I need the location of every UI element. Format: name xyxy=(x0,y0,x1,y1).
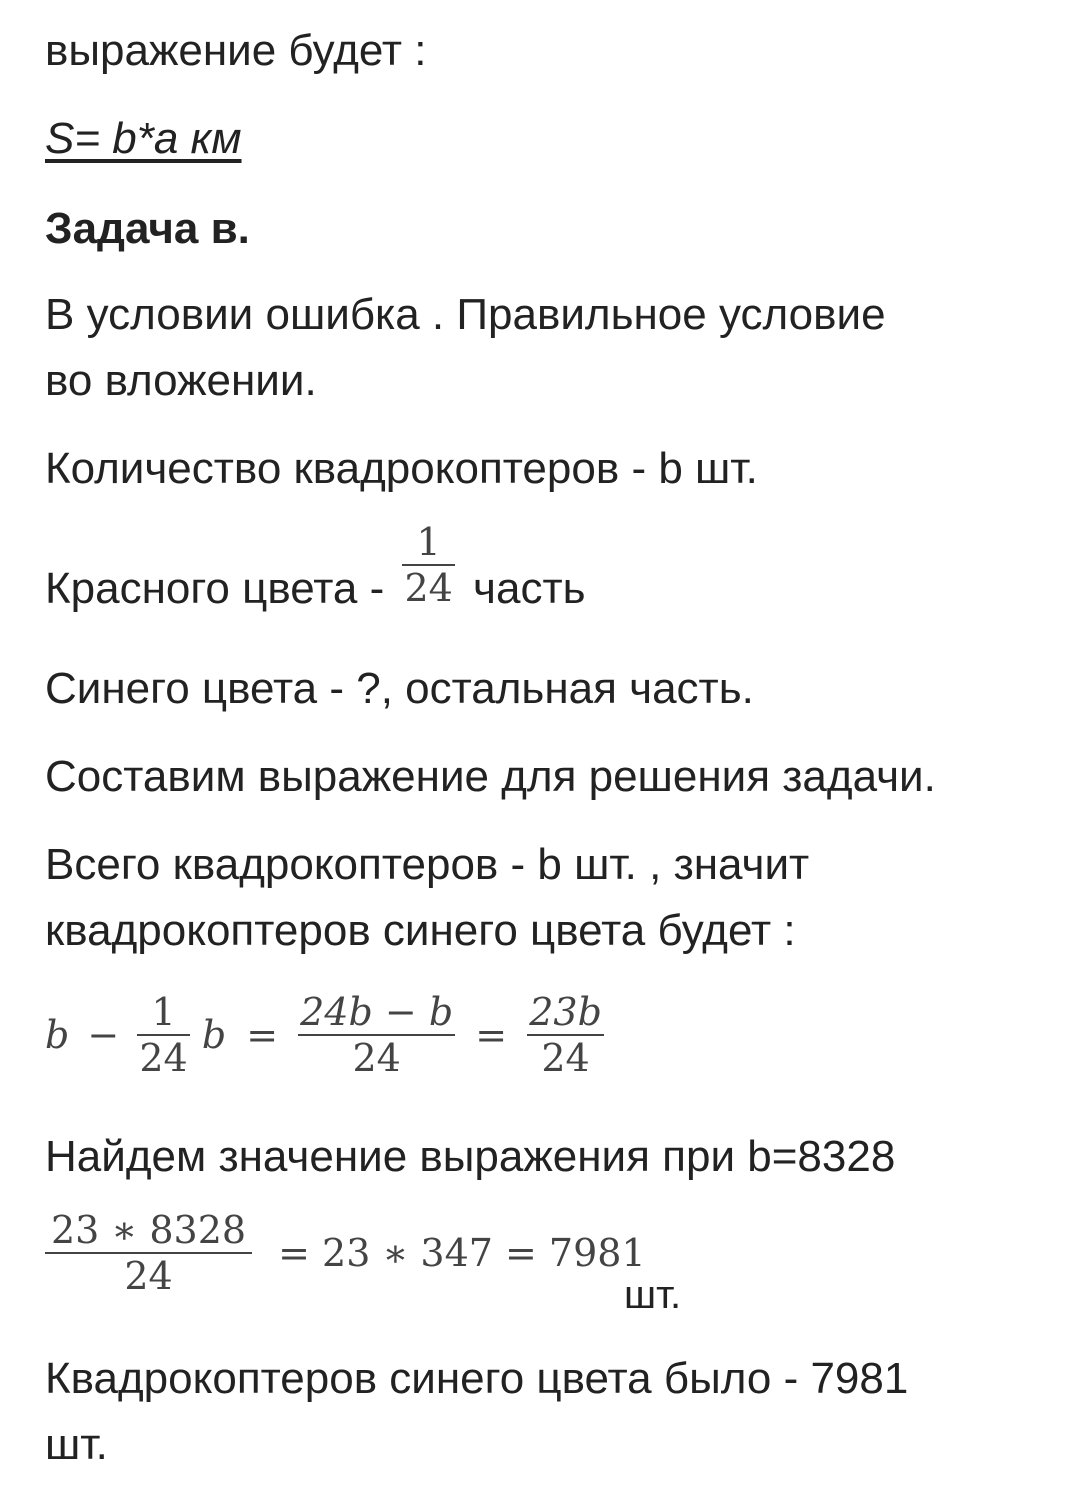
text-line: Составим выражение для решения задачи. xyxy=(45,752,936,801)
text-line: Синего цвета - ?, остальная часть. xyxy=(45,664,754,713)
fraction-denominator: 24 xyxy=(124,1254,173,1298)
equation-evaluation xyxy=(45,1208,646,1298)
fraction xyxy=(527,990,604,1080)
fraction xyxy=(298,990,455,1080)
unit-label: шт. xyxy=(624,1273,682,1317)
text-line: В условии ошибка . Правильное условие xyxy=(45,290,886,339)
text-fragment: часть xyxy=(473,564,586,613)
formula-area: S= b*a км xyxy=(45,114,242,163)
text-line: выражение будет : xyxy=(45,26,427,75)
fraction-denominator: 24 xyxy=(139,1036,188,1080)
fraction-numerator: 24b − b xyxy=(300,990,454,1034)
math-symbol: = xyxy=(246,1013,279,1057)
text-line: Найдем значение выражения при b=8328 xyxy=(45,1132,896,1181)
math-symbol: b xyxy=(45,1013,70,1057)
equation-blue-count xyxy=(45,990,604,1080)
fraction-numerator: 1 xyxy=(402,520,454,566)
math-symbol: = xyxy=(475,1013,508,1057)
fraction xyxy=(45,1208,252,1298)
fraction xyxy=(402,520,454,610)
fraction-denominator: 24 xyxy=(404,566,453,610)
math-symbol: − xyxy=(87,1013,120,1057)
math-symbol: b xyxy=(201,1013,227,1057)
fraction-numerator: 1 xyxy=(137,990,189,1036)
fraction-numerator: 23 ∗ 8328 xyxy=(45,1208,252,1254)
text-line: Квадрокоптеров синего цвета было - 7981 xyxy=(45,1354,909,1403)
text-line: квадрокоптеров синего цвета будет : xyxy=(45,906,796,955)
section-heading: Задача в. xyxy=(45,204,250,253)
fraction-denominator: 24 xyxy=(352,1036,401,1080)
text-line: Количество квадрокоптеров - b шт. xyxy=(45,444,758,493)
text-line: во вложении. xyxy=(45,356,317,405)
fraction-numerator: 23b xyxy=(529,990,602,1034)
text-line: шт. xyxy=(45,1420,108,1469)
fraction xyxy=(137,990,189,1080)
math-expression: = 23 ∗ 347 = 7981 xyxy=(278,1231,646,1275)
text-fragment: Красного цвета - xyxy=(45,564,385,613)
red-part-line xyxy=(45,520,586,613)
fraction-denominator: 24 xyxy=(541,1036,590,1080)
text-line: Всего квадрокоптеров - b шт. , значит xyxy=(45,840,810,889)
